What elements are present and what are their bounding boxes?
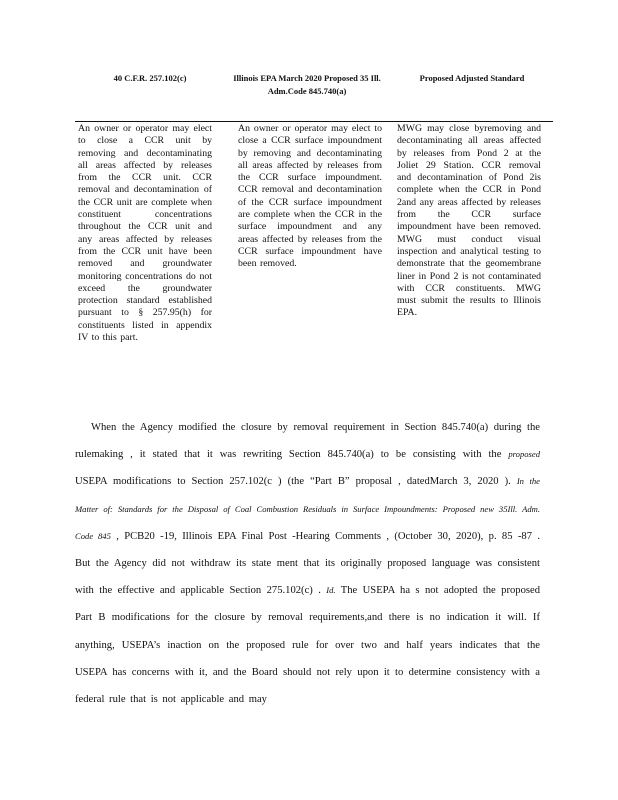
id-citation: Id. [326,585,336,596]
case-citation: In the Matter of: Standards for the Disposal of Coal Combustion Residuals in Surface Impoundments: Proposed new 35Ill. Adm. Code 845 [75,476,540,541]
body-text-3: , PCB20 -19, Illinois EPA Final Post -Hearing Comments , (October 30, 2020), p. 85 -87 . But the Agency did not withdraw its state ment that its originally proposed language was consistent with the effective and applicable Section 275.102(c) . [75,530,540,597]
table-cell-adjusted-standard: MWG may close byremoving and decontaminating all areas affected by releases from Pond 2 at the Joliet 29 Station. CCR removal and decontamination of Pond 2is complete when the CCR in Pond 2and any areas affected by releases from the CCR surface impoundment have been removed. MWG must conduct visual inspection and analytical testing to demonstrate that the geomembrane liner in Pond 2 is not contaminated with CCR constituents. MWG must submit the results to Illinois EPA. [397,123,541,319]
table-header-cfr: 40 C.F.R. 257.102(c) [113,73,187,83]
body-text-4: The USEPA ha s not adopted the proposed Part B modifications for the closure by removal requirements,and there is no indication it will. If anything, USEPA’s inaction on the proposed rule for over two and half years indicates that the USEPA has concerns with it, and the Board should not rely upon it to determine consistency with a federal rule that is not applicable and may [75,585,540,706]
table-rule [75,121,553,122]
body-text-2: USEPA modifications to Section 257.102(c ) (the “Part B” proposal , datedMarch 3, 2020 ). [75,476,511,488]
body-text-1: When the Agency modified the closure by removal requirement in Section 845.740(a) during the rulemaking , it stated that it was rewriting Section 845.740(a) to be consisting with the [75,422,540,461]
table-cell-illinois-epa: An owner or operator may elect to close a CCR surface impoundment by removing and decontaminating all areas affected by releases from the CCR surface impoundment. CCR removal and decontamination of the CCR surface impoundment are complete when the CCR in the surface impoundment and any areas affected by releases from the CCR surface impoundment have been removed. [238,123,382,270]
table-header-adjusted-standard: Proposed Adjusted Standard [419,73,525,83]
body-paragraph [75,414,540,713]
body-italic-proposed: proposed [508,449,540,460]
table-cell-cfr: An owner or operator may elect to close a CCR unit by removing and decontaminating all areas affected by releases from the CCR unit. CCR removal and decontamination of the CCR unit are complete when constituent concentrations throughout the CCR unit and any areas affected by releases from the CCR unit have been removed and groundwater monitoring concentrations do not exceed the groundwater protection standard established pursuant to § 257.95(h) for constituents listed in appendix IV to this part. [78,123,212,344]
table-header-illinois-epa: Illinois EPA March 2020 Proposed 35 Ill. Adm.Code 845.740(a) [233,73,381,96]
